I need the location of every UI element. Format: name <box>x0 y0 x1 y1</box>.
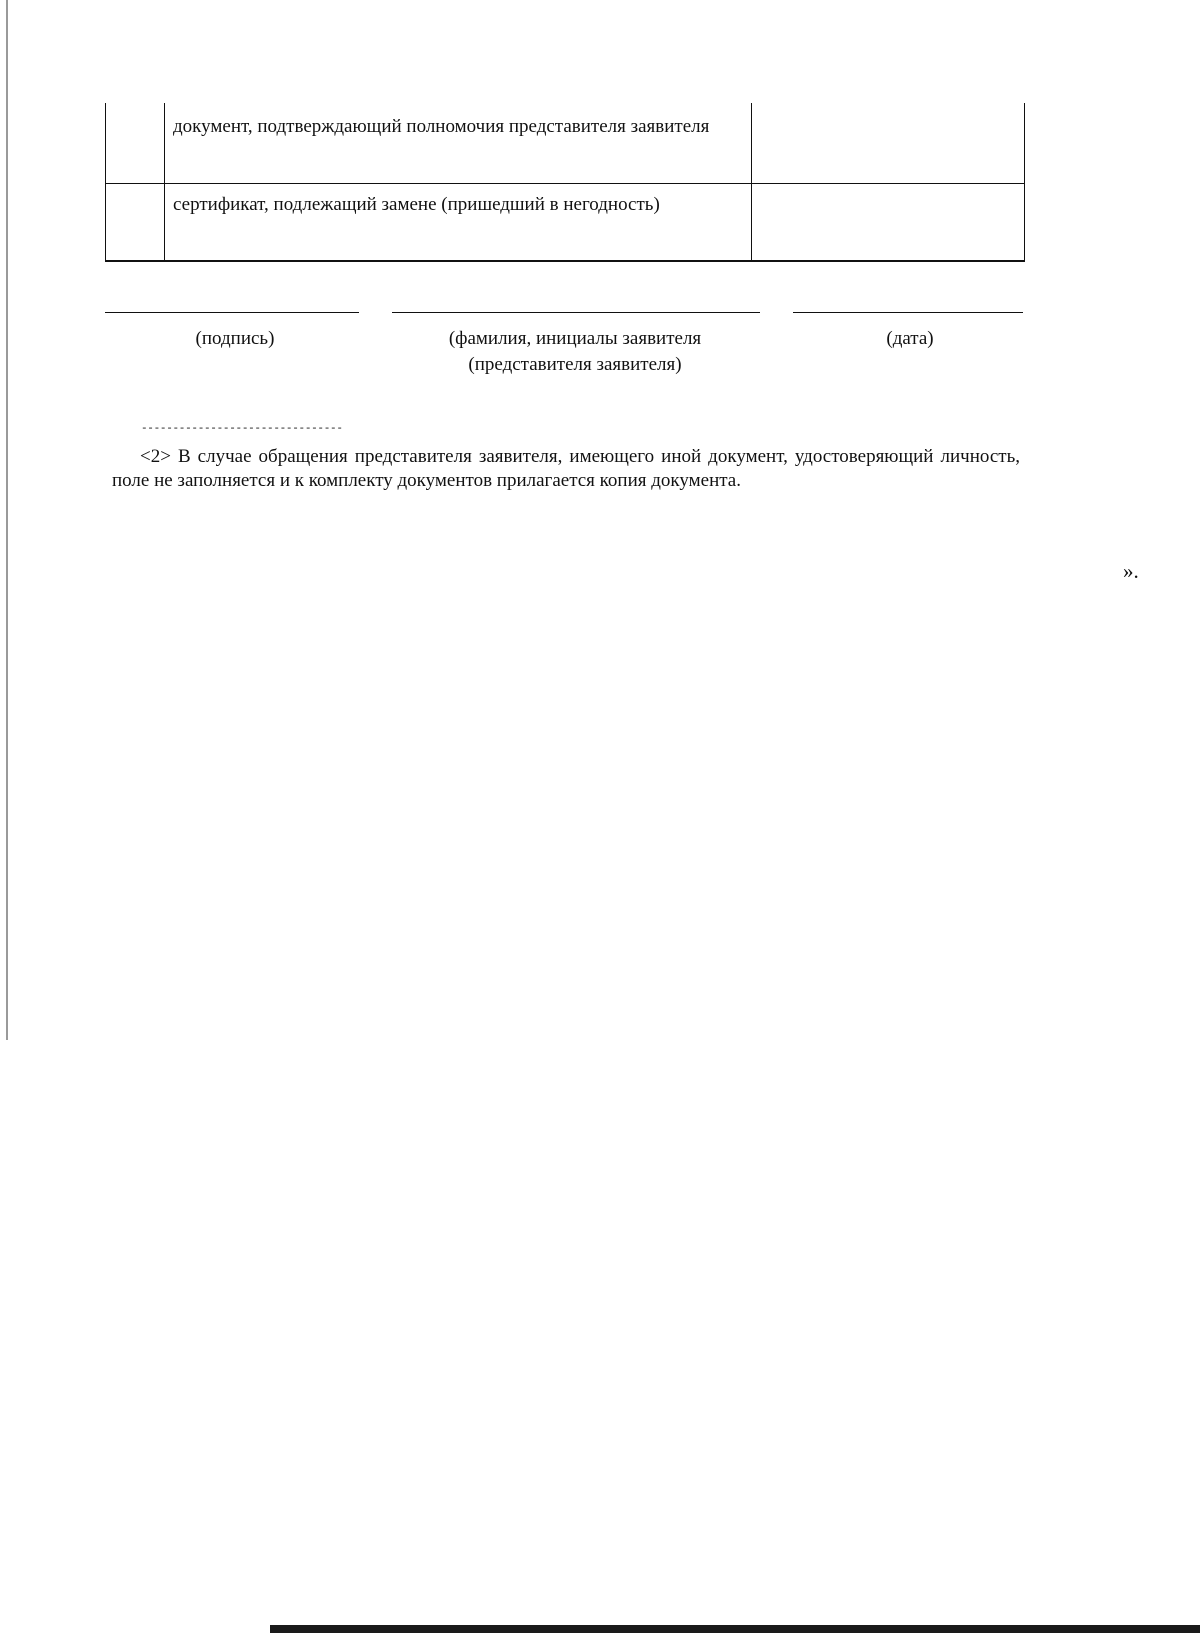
document-value-cell <box>752 103 1025 184</box>
name-line <box>392 312 760 313</box>
name-label <box>400 326 750 378</box>
footnote-separator: -------------------------------- <box>141 423 343 435</box>
name-label-line-2: (представителя заявителя) <box>468 354 682 375</box>
signature-label: (подпись) <box>195 328 275 349</box>
table-row <box>106 103 1025 184</box>
scan-edge-left <box>6 0 8 1040</box>
row-number-cell <box>106 103 165 184</box>
table-row <box>106 184 1025 262</box>
document-name-cell: документ, подтверждающий полномочия представителя заявителя <box>165 103 752 184</box>
closing-quote-mark: ». <box>1123 559 1139 583</box>
footnote-text: <2> В случае обращения представителя заявителя, имеющего иной документ, удостоверяющий личность, поле не заполняется и к комплекту документов прилагается копия документа. <box>112 446 1020 491</box>
document-value-cell <box>752 184 1025 262</box>
row-number-cell <box>106 184 165 262</box>
documents-table <box>105 103 1025 262</box>
date-label: (дата) <box>886 328 934 349</box>
date-line <box>793 312 1023 313</box>
scan-edge-bottom <box>270 1625 1200 1633</box>
signature-line <box>105 312 359 313</box>
name-label-line-1: (фамилия, инициалы заявителя <box>448 328 702 349</box>
document-name-cell: сертификат, подлежащий замене (пришедший в негодность) <box>165 184 752 262</box>
